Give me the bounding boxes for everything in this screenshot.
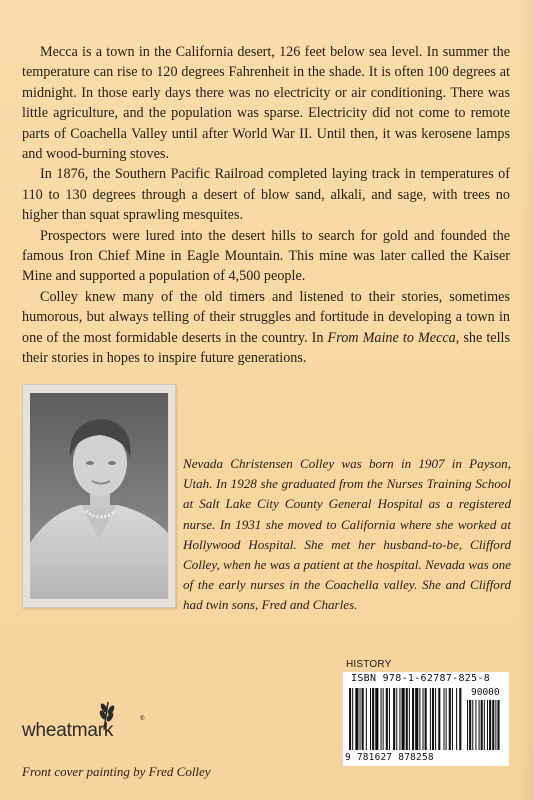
publisher-name: wheatmark bbox=[22, 720, 114, 741]
intro-text bbox=[22, 42, 510, 369]
author-photo bbox=[30, 393, 168, 599]
intro-paragraph-2: In 1876, the Southern Pacific Railroad completed laying track in temperatures of 110 to 130 degrees through a desert of blow sand, alkali, and sage, with trees no higher than squat sprawling mesquites. bbox=[22, 166, 510, 224]
spine-shade bbox=[519, 0, 533, 800]
author-photo-frame bbox=[22, 384, 176, 608]
registered-mark: ® bbox=[140, 716, 145, 722]
isbn-label: ISBN 978-1-62787-825-8 bbox=[351, 673, 491, 684]
intro-paragraph-4 bbox=[22, 287, 510, 369]
category-label: HISTORY bbox=[346, 659, 392, 670]
book-title: From Maine to Mecca bbox=[327, 329, 456, 346]
author-bio: Nevada Christensen Colley was born in 1907 in Payson, Utah. In 1928 she graduated from the Nurses Training School at Salt Lake City County General Hospital as a registered nurse. In 1931 she moved to California where she worked at Hollywood Hospital. She met her husband-to-be, Clifford Colley, when he was a patient at the hospital. Nevada was one of the early nurses in the Coachella valley. She and Clifford had twin sons, Fred and Charles. bbox=[183, 456, 511, 613]
publisher-logo bbox=[22, 700, 152, 752]
intro-paragraph-1: Mecca is a town in the California desert, 126 feet below sea level. In summer the temperature can rise to 120 degrees Fahrenheit in the shade. It is often 100 degrees at midnight. In those early days there was no electricity or air conditioning. There was little agriculture, and the population was sparse. Electricity did not come to remote parts of Coachella Valley until after World War II. Until then, it was kerosene lamps and wood-burning stoves. bbox=[22, 44, 510, 163]
barcode-digits: 9 781627 878258 bbox=[345, 752, 434, 763]
author-portrait-image bbox=[30, 393, 168, 599]
intro-paragraph-4-after: , she tells their stories in hopes to inspire future generations. bbox=[22, 329, 510, 367]
cover-credit: Front cover painting by Fred Colley bbox=[22, 764, 211, 779]
intro-paragraph-4-before: Colley knew many of the old timers and listened to their stories, sometimes humorous, but always telling of their struggles and fortitude in developing a town in one of the most formidable deserts in the country. In bbox=[22, 288, 510, 346]
intro-paragraph-3: Prospectors were lured into the desert hills to search for gold and founded the famous Iron Chief Mine in Eagle Mountain. This mine was later called the Kaiser Mine and supported a population of 4,500 people. bbox=[22, 227, 510, 285]
price-code: 90000 bbox=[471, 687, 500, 698]
isbn-barcode bbox=[343, 672, 509, 766]
